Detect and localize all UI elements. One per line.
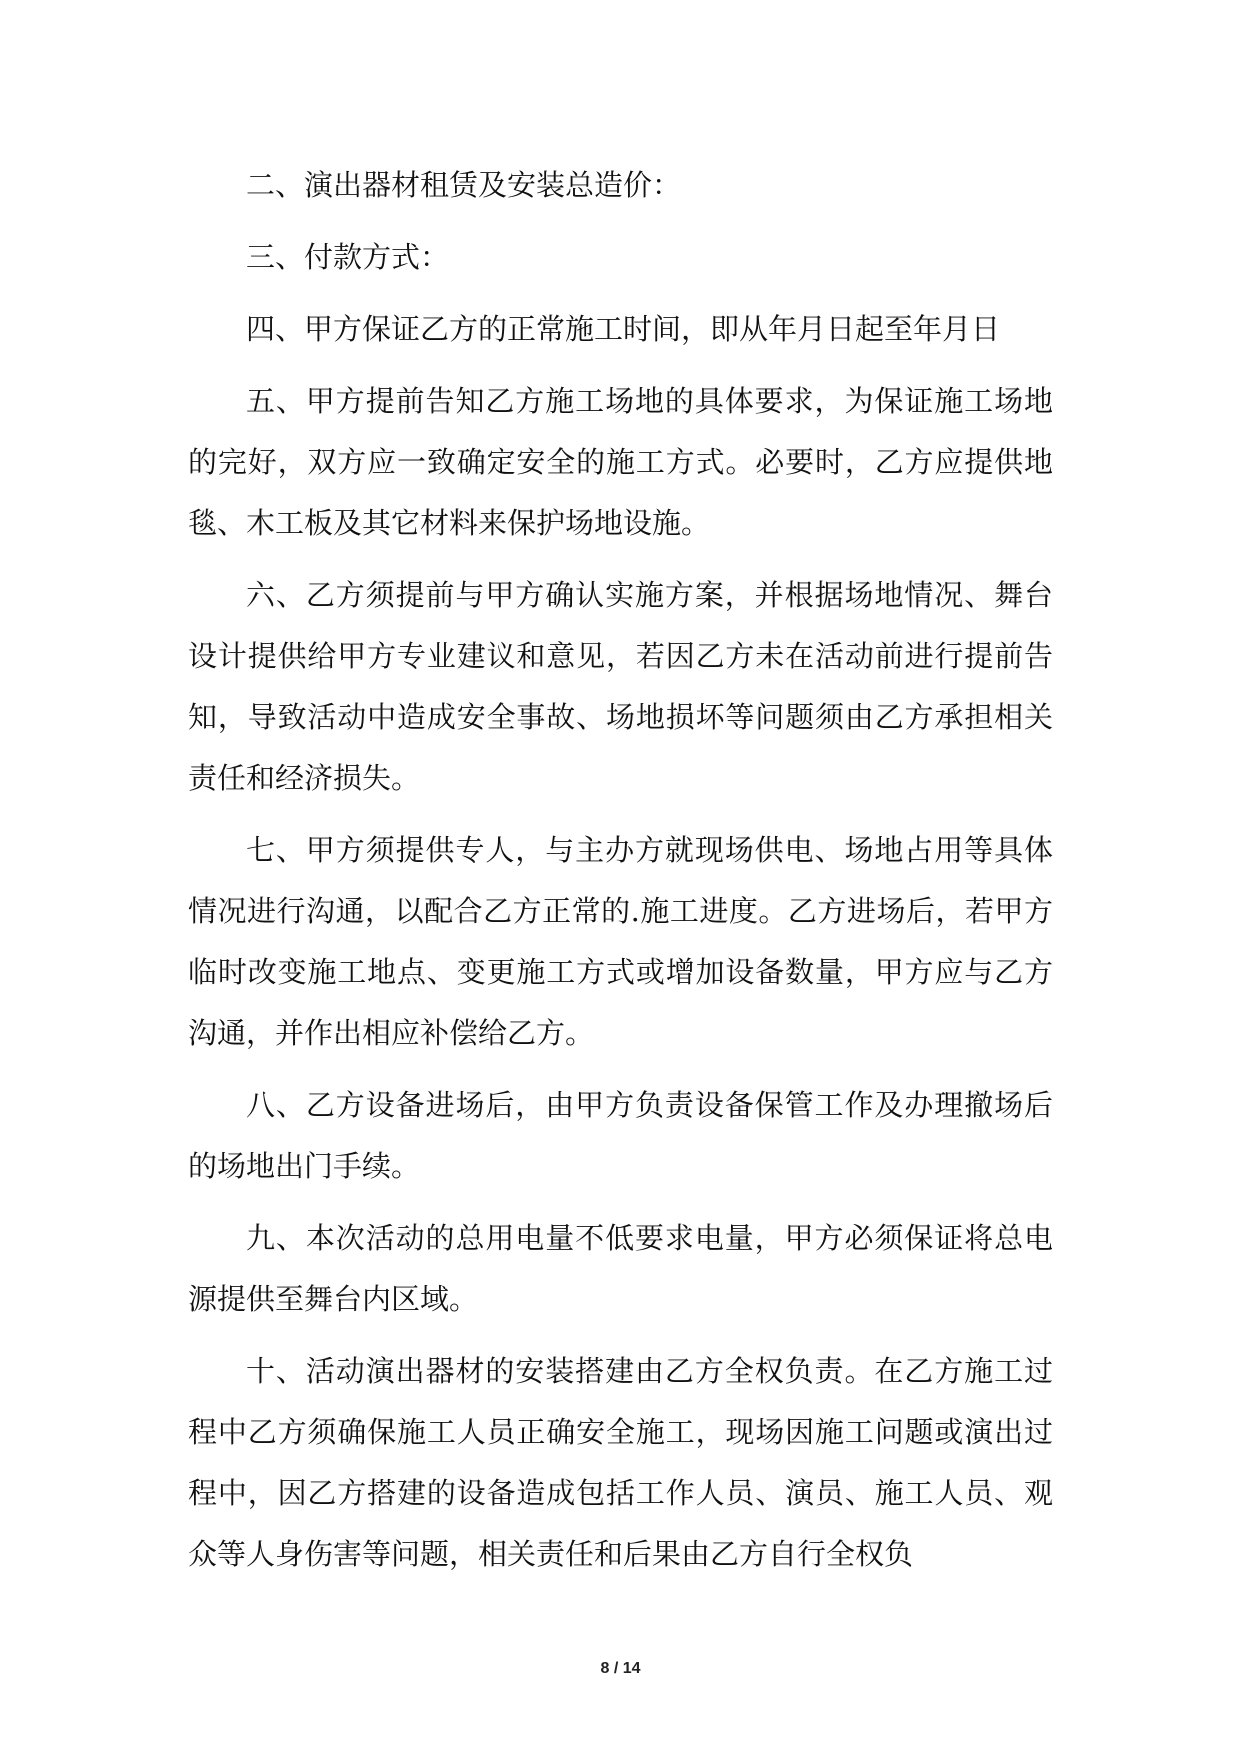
document-page-body	[188, 155, 1053, 1596]
paragraph-4: 四、甲方保证乙方的正常施工时间，即从年月日起至年月日	[246, 312, 1001, 346]
paragraph-2: 二、演出器材租赁及安装总造价：	[246, 168, 682, 202]
paragraph-10: 十、活动演出器材的安装搭建由乙方全权负责。在乙方施工过程中乙方须确保施工人员正确安全施工，现场因施工问题或演出过程中，因乙方搭建的设备造成包括工作人员、演员、施工人员、观众等人身伤害等问题，相关责任和后果由乙方自行全权负	[188, 1354, 1053, 1571]
paragraph-5: 五、甲方提前告知乙方施工场地的具体要求，为保证施工场地的完好，双方应一致确定安全的施工方式。必要时，乙方应提供地毯、木工板及其它材料来保护场地设施。	[188, 384, 1053, 540]
page-number: 8 / 14	[600, 1660, 641, 1677]
paragraph-3: 三、付款方式：	[246, 240, 450, 274]
paragraph-9: 九、本次活动的总用电量不低要求电量，甲方必须保证将总电源提供至舞台内区域。	[188, 1221, 1053, 1316]
paragraph-7: 七、甲方须提供专人，与主办方就现场供电、场地占用等具体情况进行沟通，以配合乙方正常的.施工进度。乙方进场后，若甲方临时改变施工地点、变更施工方式或增加设备数量，甲方应与乙方沟通，并作出相应补偿给乙方。	[188, 833, 1053, 1050]
paragraph-8: 八、乙方设备进场后，由甲方负责设备保管工作及办理撤场后的场地出门手续。	[188, 1088, 1053, 1183]
paragraph-6: 六、乙方须提前与甲方确认实施方案，并根据场地情况、舞台设计提供给甲方专业建议和意见，若因乙方未在活动前进行提前告知，导致活动中造成安全事故、场地损坏等问题须由乙方承担相关责任和经济损失。	[188, 578, 1053, 795]
